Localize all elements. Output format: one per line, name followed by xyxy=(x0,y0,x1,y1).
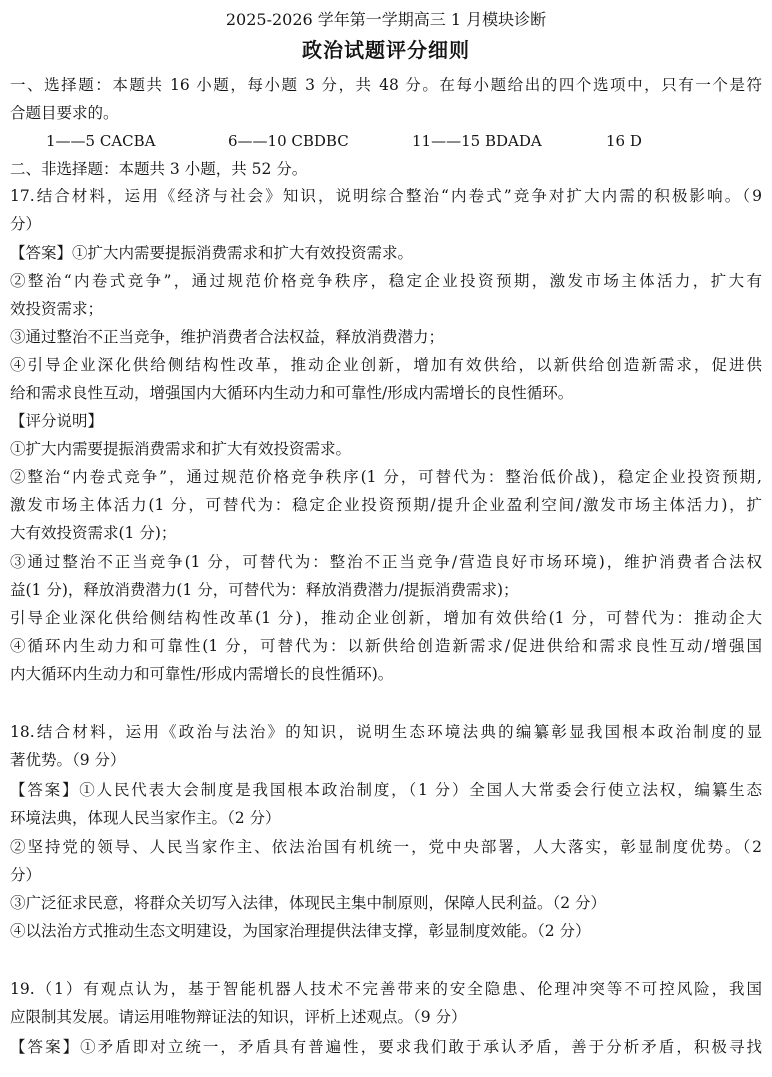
section2-heading: 二、非选择题：本题共 3 小题，共 52 分。 xyxy=(10,160,308,178)
q19-prompt-line2: 应限制其发展。请运用唯物辩证法的知识，评析上述观点。（9 分） xyxy=(10,1008,467,1026)
q17-rubric-heading: 【评分说明】 xyxy=(10,412,104,430)
choice-answers-row xyxy=(46,131,762,151)
choice-answers-group-3: 11——15 BDADA xyxy=(412,132,542,150)
q18-answer-line2: 环境法典，体现人民当家作主。（2 分） xyxy=(10,809,281,827)
q18-answer-line1: 【答案】①人民代表大会制度是我国根本政治制度，（1 分）全国人大常委会行使立法权，编纂生态 xyxy=(10,781,762,799)
q17-answer-line6: 给和需求良性互动，增强国内大循环内生动力和可靠性/形成内需增长的良性循环。 xyxy=(10,384,574,402)
choice-answers-group-1: 1——5 CACBA xyxy=(46,132,156,150)
q18-prompt-line2: 著优势。（9 分） xyxy=(10,751,126,769)
choice-answers-group-2: 6——10 CBDBC xyxy=(228,132,349,150)
q17-answer-line1: 【答案】①扩大内需要提振消费需求和扩大有效投资需求。 xyxy=(10,244,414,262)
q18-answer-line4: 分） xyxy=(10,866,42,884)
q17-prompt-line2: 分） xyxy=(10,215,42,233)
q17-rubric-line8: ④循环内生动力和可靠性(1 分，可替代为：以新供给创造新需求/促进供给和需求良性互动/增强国 xyxy=(10,637,762,655)
q17-answer-line4: ③通过整治不正当竞争，维护消费者合法权益，释放消费潜力； xyxy=(10,328,445,346)
q19-answer-line1: 【答案】①矛盾即对立统一，矛盾具有普遍性，要求我们敢于承认矛盾，善于分析矛盾，积极寻找 xyxy=(10,1038,762,1056)
choice-answers-group-4: 16 D xyxy=(606,132,642,150)
q17-answer-line5: ④引导企业深化供给侧结构性改革，推动企业创新，增加有效供给，以新供给创造新需求，促进供 xyxy=(10,356,762,374)
q17-rubric-line3: 激发市场主体活力(1 分，可替代为：稳定企业投资预期/提升企业盈利空间/激发市场主体活力)，扩 xyxy=(10,496,762,514)
section1-instruction-line2: 合题目要求的。 xyxy=(10,104,119,122)
q17-rubric-line1: ①扩大内需要提振消费需求和扩大有效投资需求。 xyxy=(10,440,352,458)
q17-rubric-line4: 大有效投资需求(1 分)； xyxy=(10,524,177,542)
q17-rubric-line2: ②整治“内卷式竞争”，通过规范价格竞争秩序(1 分，可替代为：整治低价战)，稳定企业投资预期, xyxy=(10,468,762,486)
q18-answer-line6: ④以法治方式推动生态文明建设，为国家治理提供法律支撑，彰显制度效能。（2 分） xyxy=(10,922,591,940)
q17-rubric-line5: ③通过整治不正当竞争(1 分，可替代为：整治不正当竞争/营造良好市场环境)，维护消费者合法权 xyxy=(10,553,762,571)
q17-prompt-line1: 17.结合材料，运用《经济与社会》知识，说明综合整治“内卷式”竞争对扩大内需的积极影响。（9 xyxy=(10,187,762,205)
q17-rubric-line6: 益(1 分)，释放消费潜力(1 分，可替代为：释放消费潜力/提振消费需求)； xyxy=(10,581,519,599)
q18-prompt-line1: 18.结合材料，运用《政治与法治》的知识，说明生态环境法典的编纂彰显我国根本政治制度的显 xyxy=(10,723,762,741)
section1-instruction-line1: 一、选择题：本题共 16 小题，每小题 3 分，共 48 分。在每小题给出的四个选项中，只有一个是符 xyxy=(10,76,762,94)
q18-answer-line3: ②坚持党的领导、人民当家作主、依法治国有机统一，党中央部署，人大落实，彰显制度优势。（2 xyxy=(10,838,762,856)
q17-answer-line3: 效投资需求； xyxy=(10,300,104,318)
q18-answer-line5: ③广泛征求民意，将群众关切写入法律，体现民主集中制原则，保障人民利益。（2 分） xyxy=(10,894,607,912)
q19-prompt-line1: 19.（1）有观点认为，基于智能机器人技术不完善带来的安全隐患、伦理冲突等不可控风险，我国 xyxy=(10,980,762,998)
q17-rubric-line7: 引导企业深化供给侧结构性改革(1 分)，推动企业创新，增加有效供给(1 分，可替代为：推动企大 xyxy=(10,609,762,627)
q17-rubric-line9: 内大循环内生动力和可靠性/形成内需增长的良性循环)。 xyxy=(10,665,394,683)
document-title: 政治试题评分细则 xyxy=(302,38,470,62)
exam-subtitle: 2025-2026 学年第一学期高三 1 月模块诊断 xyxy=(225,10,547,29)
q17-answer-line2: ②整治“内卷式竞争”，通过规范价格竞争秩序，稳定企业投资预期，激发市场主体活力，扩大有 xyxy=(10,272,762,290)
